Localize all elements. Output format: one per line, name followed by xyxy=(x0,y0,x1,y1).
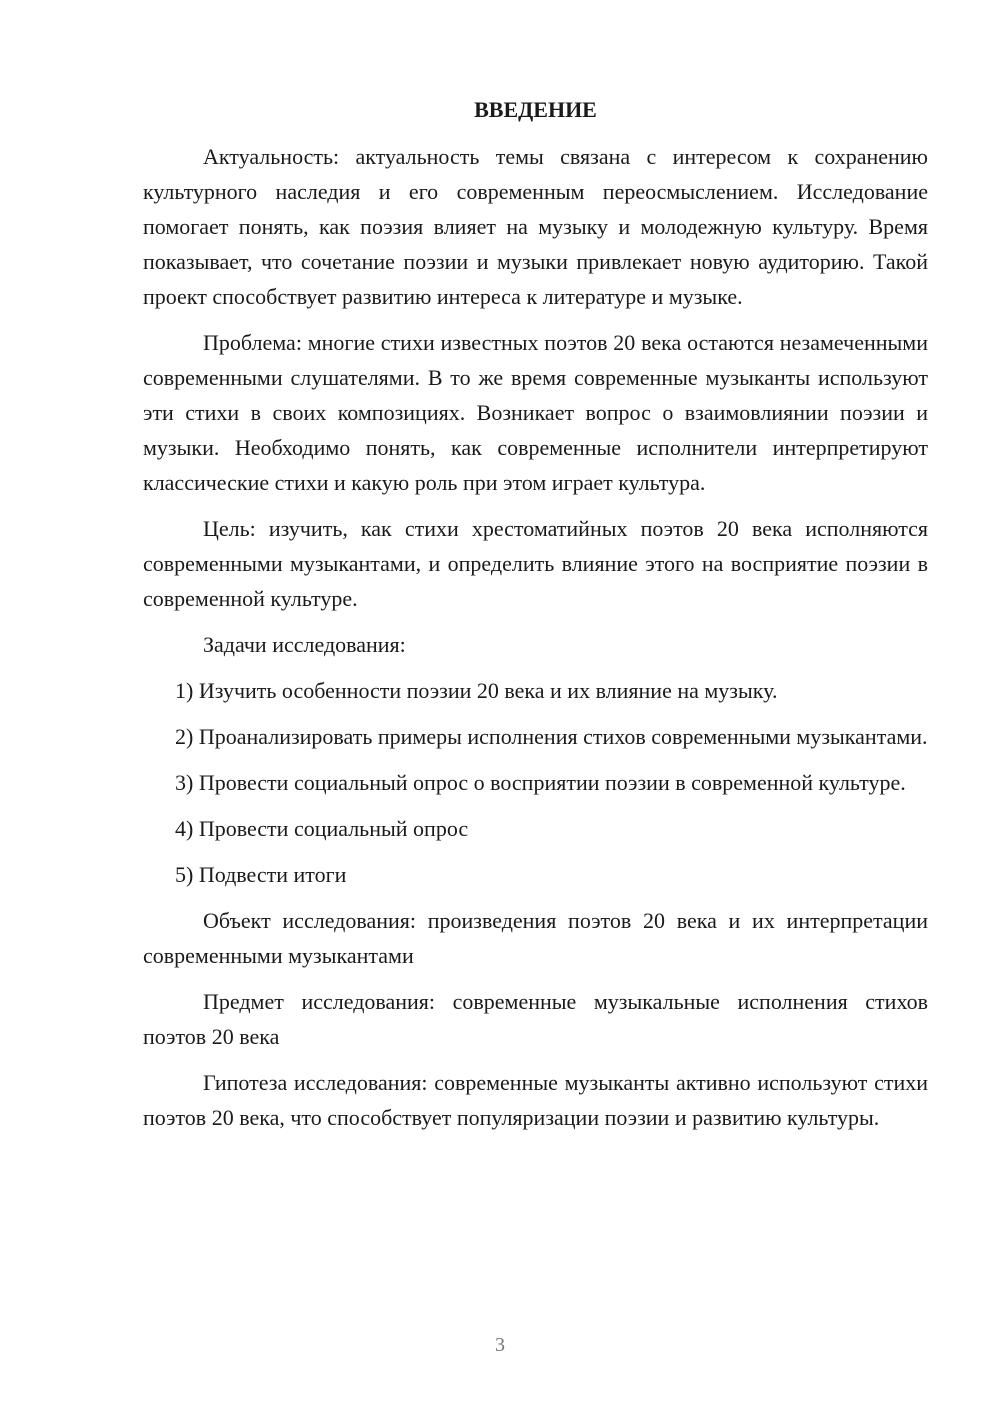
task-item-2: 2) Проанализировать примеры исполнения стихов современными музыкантами. xyxy=(175,724,928,749)
paragraph-problem: Проблема: многие стихи известных поэтов 20 века остаются незамеченными современными слушателями. В то же время современные музыканты используют эти стихи в своих композициях. Возникает вопрос о взаимовлиянии поэзии и музыки. Необходимо понять, как современные исполнители интерпретируют классические стихи и какую роль при этом играет культура. xyxy=(143,330,928,495)
task-item-1: 1) Изучить особенности поэзии 20 века и их влияние на музыку. xyxy=(175,678,778,703)
paragraph-subject: Предмет исследования: современные музыкальные исполнения стихов поэтов 20 века xyxy=(143,989,928,1049)
task-item-5: 5) Подвести итоги xyxy=(175,862,347,887)
section-title: ВВЕДЕНИЕ xyxy=(474,97,597,122)
task-item-4: 4) Провести социальный опрос xyxy=(175,816,469,841)
paragraph-hypothesis: Гипотеза исследования: современные музыканты активно используют стихи поэтов 20 века, что способствует популяризации поэзии и развитию культуры. xyxy=(143,1070,928,1130)
paragraph-relevance: Актуальность: актуальность темы связана с интересом к сохранению культурного наследия и его современным переосмыслением. Исследование помогает понять, как поэзия влияет на музыку и молодежную культуру. Время показывает, что сочетание поэзии и музыки привлекает новую аудиторию. Такой проект способствует развитию интереса к литературе и музыке. xyxy=(143,144,928,309)
tasks-heading: Задачи исследования: xyxy=(203,632,406,657)
paragraph-object: Объект исследования: произведения поэтов 20 века и их интерпретации современными музыкантами xyxy=(143,908,928,968)
task-item-3: 3) Провести социальный опрос о восприятии поэзии в современной культуре. xyxy=(175,770,906,795)
page-content xyxy=(143,92,928,1146)
paragraph-goal: Цель: изучить, как стихи хрестоматийных поэтов 20 века исполняются современными музыкантами, и определить влияние этого на восприятие поэзии в современной культуре. xyxy=(143,516,928,611)
page-number: 3 xyxy=(495,1334,505,1356)
